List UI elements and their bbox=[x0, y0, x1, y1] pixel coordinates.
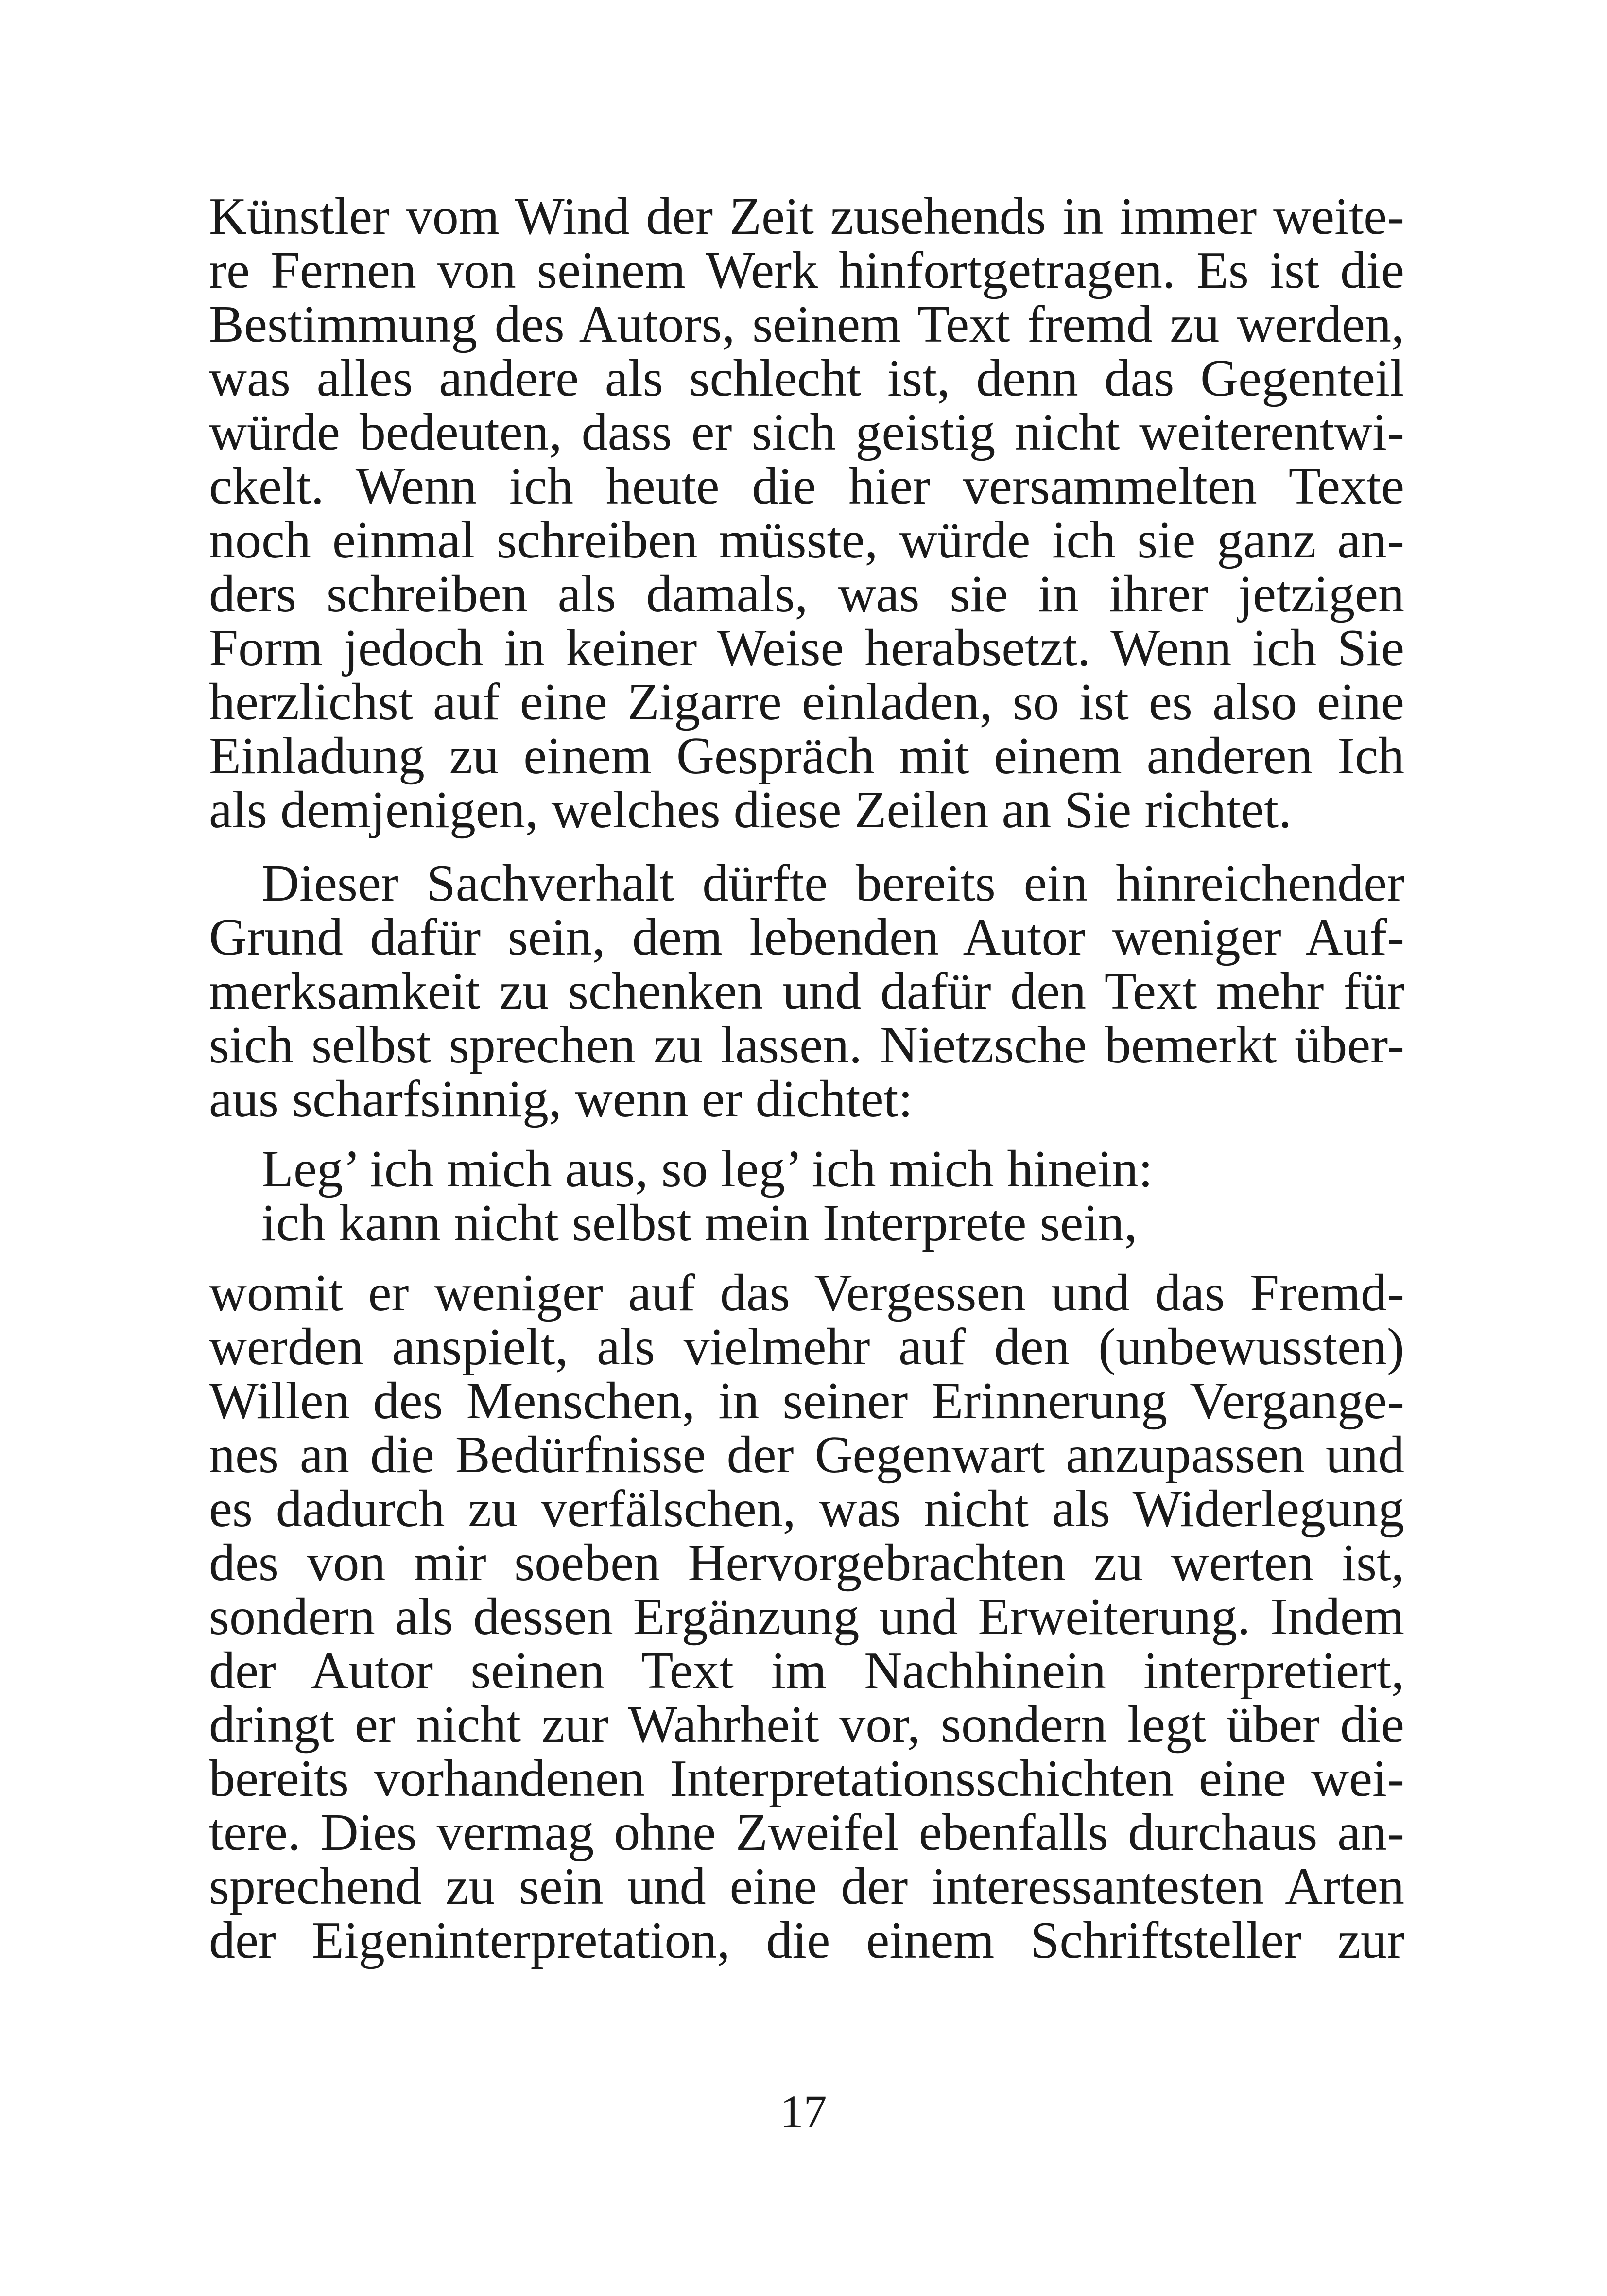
text-line: sich selbst sprechen zu lassen. Nietzsche bemerkt über- bbox=[209, 1016, 1404, 1074]
text-line: der Autor seinen Text im Nachhinein interpretiert, bbox=[209, 1642, 1404, 1700]
verse-line: Leg’ ich mich aus, so leg’ ich mich hinein: bbox=[261, 1140, 1153, 1198]
text-line: Grund dafür sein, dem lebenden Autor weniger Auf- bbox=[209, 908, 1404, 966]
text-line: tere. Dies vermag ohne Zweifel ebenfalls durchaus an- bbox=[209, 1804, 1404, 1861]
text-line: werden anspielt, als vielmehr auf den (unbewussten) bbox=[209, 1318, 1404, 1376]
page-number: 17 bbox=[780, 2086, 827, 2138]
text-line: dringt er nicht zur Wahrheit vor, sondern legt über die bbox=[209, 1696, 1404, 1754]
paragraph-2 bbox=[209, 856, 1404, 1126]
text-line: Einladung zu einem Gespräch mit einem anderen Ich bbox=[209, 727, 1404, 785]
text-line: es dadurch zu verfälschen, was nicht als Widerlegung bbox=[209, 1480, 1404, 1538]
text-line: re Fernen von seinem Werk hinfortgetragen. Es ist die bbox=[209, 242, 1404, 299]
text-line: Willen des Menschen, in seiner Erinnerung Vergange- bbox=[209, 1372, 1404, 1430]
verse-line: ich kann nicht selbst mein Interprete sein, bbox=[261, 1194, 1138, 1252]
paragraph-3 bbox=[209, 1266, 1404, 1967]
text-line: sprechend zu sein und eine der interessantesten Arten bbox=[209, 1858, 1404, 1915]
text-line: ders schreiben als damals, was sie in ihrer jetzigen bbox=[209, 565, 1404, 623]
verse-quote bbox=[261, 1142, 1153, 1250]
text-line: herzlichst auf eine Zigarre einladen, so ist es also eine bbox=[209, 673, 1404, 731]
text-line: aus scharfsinnig, wenn er dichtet: bbox=[209, 1070, 913, 1128]
text-line: Künstler vom Wind der Zeit zusehends in immer weite- bbox=[209, 188, 1404, 245]
text-line: des von mir soeben Hervorgebrachten zu werten ist, bbox=[209, 1534, 1404, 1592]
text-line: Bestimmung des Autors, seinem Text fremd zu werden, bbox=[209, 296, 1404, 353]
text-line: Dieser Sachverhalt dürfte bereits ein hinreichender bbox=[261, 854, 1404, 912]
text-line: was alles andere als schlecht ist, denn das Gegenteil bbox=[209, 349, 1404, 407]
text-line: Form jedoch in keiner Weise herabsetzt. Wenn ich Sie bbox=[209, 619, 1404, 677]
text-line: noch einmal schreiben müsste, würde ich sie ganz an- bbox=[209, 511, 1404, 569]
text-line: der Eigeninterpretation, die einem Schriftsteller zur bbox=[209, 1912, 1404, 1969]
text-line: sondern als dessen Ergänzung und Erweiterung. Indem bbox=[209, 1588, 1404, 1646]
text-line: ckelt. Wenn ich heute die hier versammelten Texte bbox=[209, 457, 1404, 515]
text-line: bereits vorhandenen Interpretationsschichten eine wei- bbox=[209, 1750, 1404, 1808]
text-line: würde bedeuten, dass er sich geistig nicht weiterentwi- bbox=[209, 403, 1404, 461]
text-line: womit er weniger auf das Vergessen und das Fremd- bbox=[209, 1264, 1404, 1322]
paragraph-1 bbox=[209, 190, 1404, 837]
text-line: merksamkeit zu schenken und dafür den Text mehr für bbox=[209, 962, 1404, 1020]
text-line: nes an die Bedürfnisse der Gegenwart anzupassen und bbox=[209, 1426, 1404, 1484]
text-line: als demjenigen, welches diese Zeilen an Sie richtet. bbox=[209, 781, 1292, 839]
